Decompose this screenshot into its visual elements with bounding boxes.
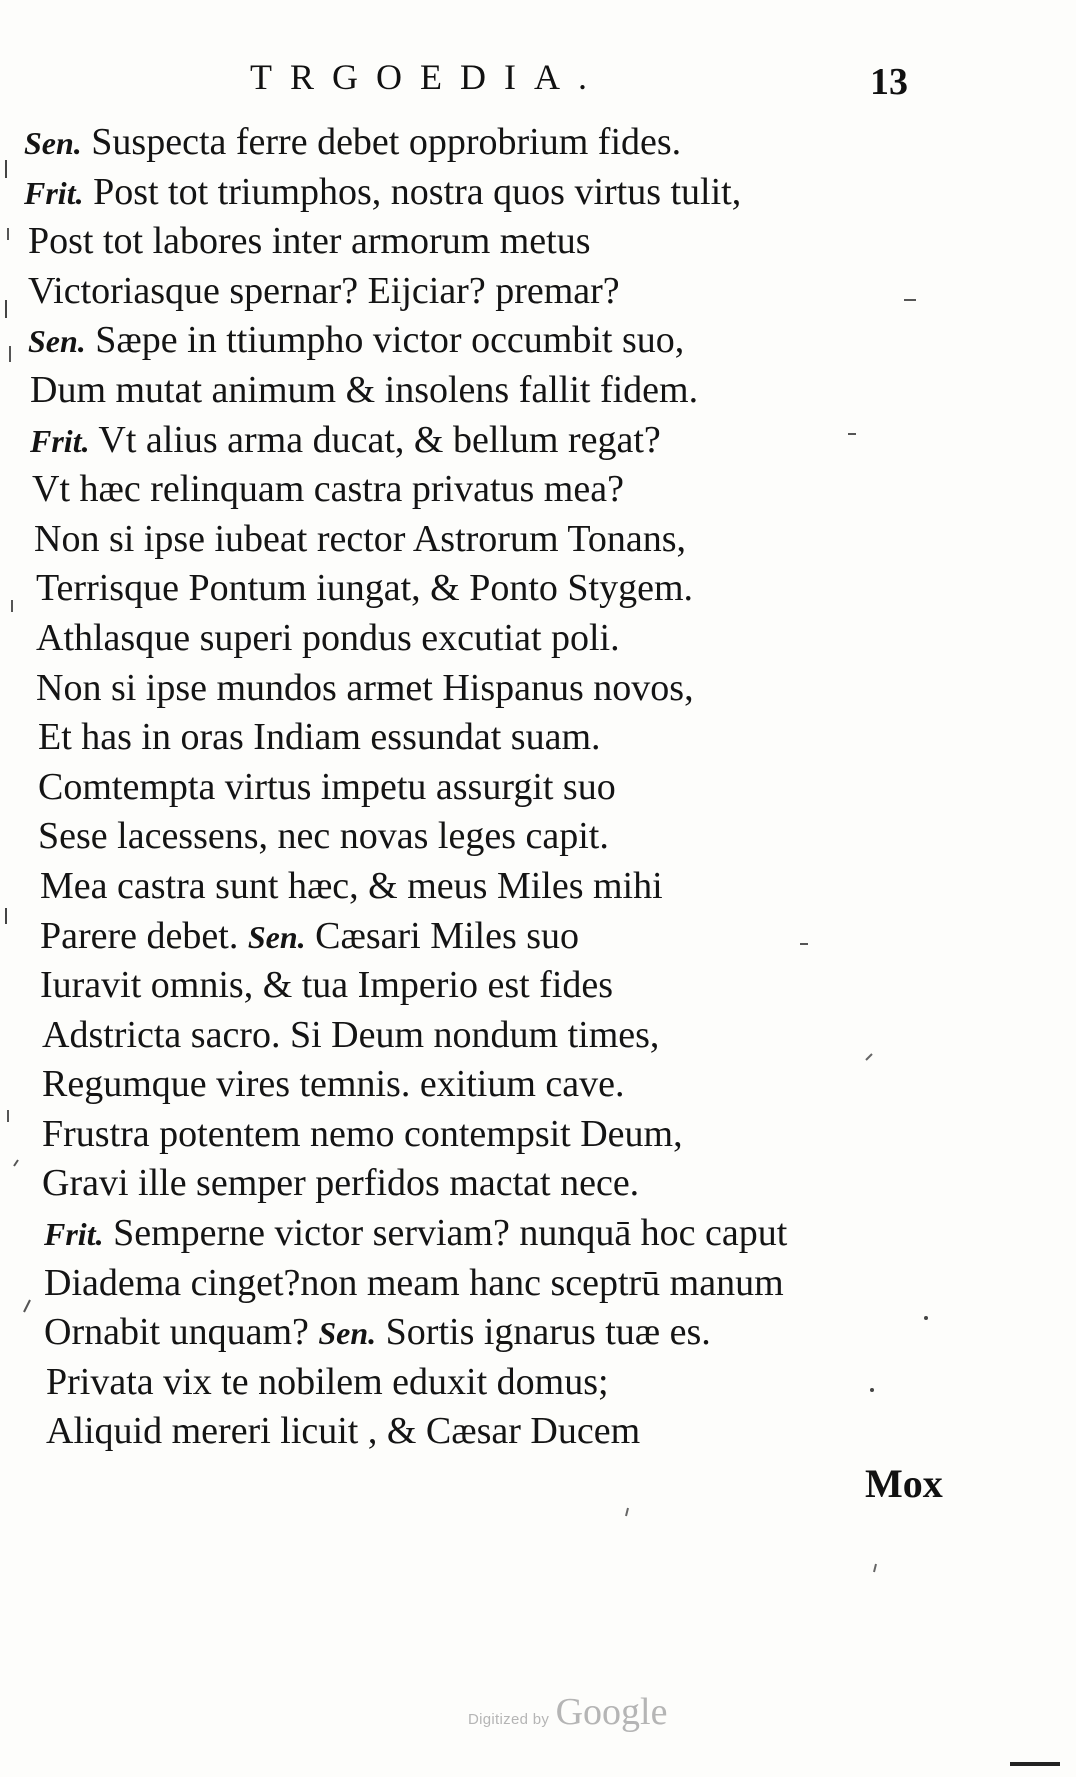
verse-line <box>24 1407 984 1457</box>
verse-text: Dum mutat animum & insolens fallit fidem. <box>30 368 699 411</box>
verse-text: Diadema cinget?non meam hanc sceptrū manum <box>44 1261 784 1304</box>
verse-line <box>24 664 984 714</box>
verse-text: Vt alius arma ducat, & bellum regat? <box>89 418 661 461</box>
digitization-watermark <box>468 1690 667 1734</box>
running-head: TRGOEDIA. <box>250 57 605 97</box>
verse-line <box>24 961 984 1011</box>
verse-line <box>24 812 984 862</box>
speaker-label: Sen. <box>247 918 306 955</box>
verse-line <box>24 1011 984 1061</box>
verse-text: Parere debet. <box>40 914 248 957</box>
speaker-label: Frit. <box>44 1216 104 1253</box>
verse-text: Adstricta sacro. Si Deum nondum times, <box>42 1013 660 1056</box>
verse-text: Vt hæc relinquam castra privatus mea? <box>32 468 624 511</box>
verse-line <box>24 1159 984 1209</box>
verse-line <box>24 912 984 962</box>
verse-line <box>24 1110 984 1160</box>
verse-line <box>24 515 984 565</box>
verse-line <box>24 564 984 614</box>
verse-text: Terrisque Pontum iungat, & Ponto Stygem. <box>36 567 694 610</box>
verse-line <box>24 168 984 218</box>
verse-line <box>24 217 984 267</box>
verse-line <box>24 1209 984 1259</box>
verse-line <box>24 763 984 813</box>
verse-text: Athlasque superi pondus excutiat poli. <box>36 616 620 659</box>
verse-text: Aliquid mereri licuit , & Cæsar Ducem <box>46 1410 641 1453</box>
verse-line <box>24 1060 984 1110</box>
verse-line <box>24 118 984 168</box>
verse-text: Sese lacessens, nec novas leges capit. <box>38 815 609 858</box>
verse-text: Regumque vires temnis. exitium cave. <box>42 1063 625 1106</box>
verse-text: Cæsari Miles suo <box>305 914 580 957</box>
verse-line <box>24 1259 984 1309</box>
watermark-prefix: Digitized by <box>468 1711 550 1728</box>
verse-line <box>24 416 984 466</box>
speaker-label: Frit. <box>30 422 90 459</box>
verse-line <box>24 614 984 664</box>
verse-text: Non si ipse iubeat rector Astrorum Tonans, <box>34 517 687 560</box>
verse-line <box>24 1358 984 1408</box>
verse-text: Frustra potentem nemo contempsit Deum, <box>42 1112 683 1155</box>
verse-text: Gravi ille semper perfidos mactat nece. <box>42 1162 640 1205</box>
catchword: Mox <box>865 1461 943 1506</box>
speaker-label: Frit. <box>24 174 84 211</box>
verse-line <box>24 267 984 317</box>
verse-line <box>24 862 984 912</box>
verse-text: Iuravit omnis, & tua Imperio est fides <box>40 964 614 1007</box>
verse-block <box>24 118 984 1457</box>
verse-text: Mea castra sunt hæc, & meus Miles mihi <box>40 864 663 907</box>
verse-text: Sortis ignarus tuæ es. <box>376 1311 711 1354</box>
verse-text: Suspecta ferre debet opprobrium fides. <box>81 121 682 163</box>
verse-line <box>24 713 984 763</box>
watermark-brand: Google <box>555 1691 668 1733</box>
verse-line <box>24 316 984 366</box>
verse-text: Post tot labores inter armorum metus <box>28 220 591 263</box>
speaker-label: Sen. <box>24 125 82 161</box>
verse-text: Ornabit unquam? <box>44 1311 319 1354</box>
verse-text: Comtempta virtus impetu assurgit suo <box>38 765 616 808</box>
verse-text: Privata vix te nobilem eduxit domus; <box>46 1360 609 1403</box>
verse-line <box>24 465 984 515</box>
speaker-label: Sen. <box>28 323 86 360</box>
speaker-label: Sen. <box>318 1315 377 1352</box>
verse-text: Semperne victor serviam? nunquā hoc caput <box>103 1212 788 1255</box>
verse-line <box>24 1308 984 1358</box>
verse-text: Et has in oras Indiam essundat suam. <box>38 716 601 759</box>
verse-text: Post tot triumphos, nostra quos virtus tulit, <box>83 170 742 213</box>
verse-text: Non si ipse mundos armet Hispanus novos, <box>36 666 694 709</box>
verse-text: Sæpe in ttiumpho victor occumbit suo, <box>85 319 685 362</box>
verse-text: Victoriasque spernar? Eijciar? premar? <box>28 269 620 312</box>
page-number: 13 <box>870 61 908 103</box>
verse-line <box>24 366 984 416</box>
